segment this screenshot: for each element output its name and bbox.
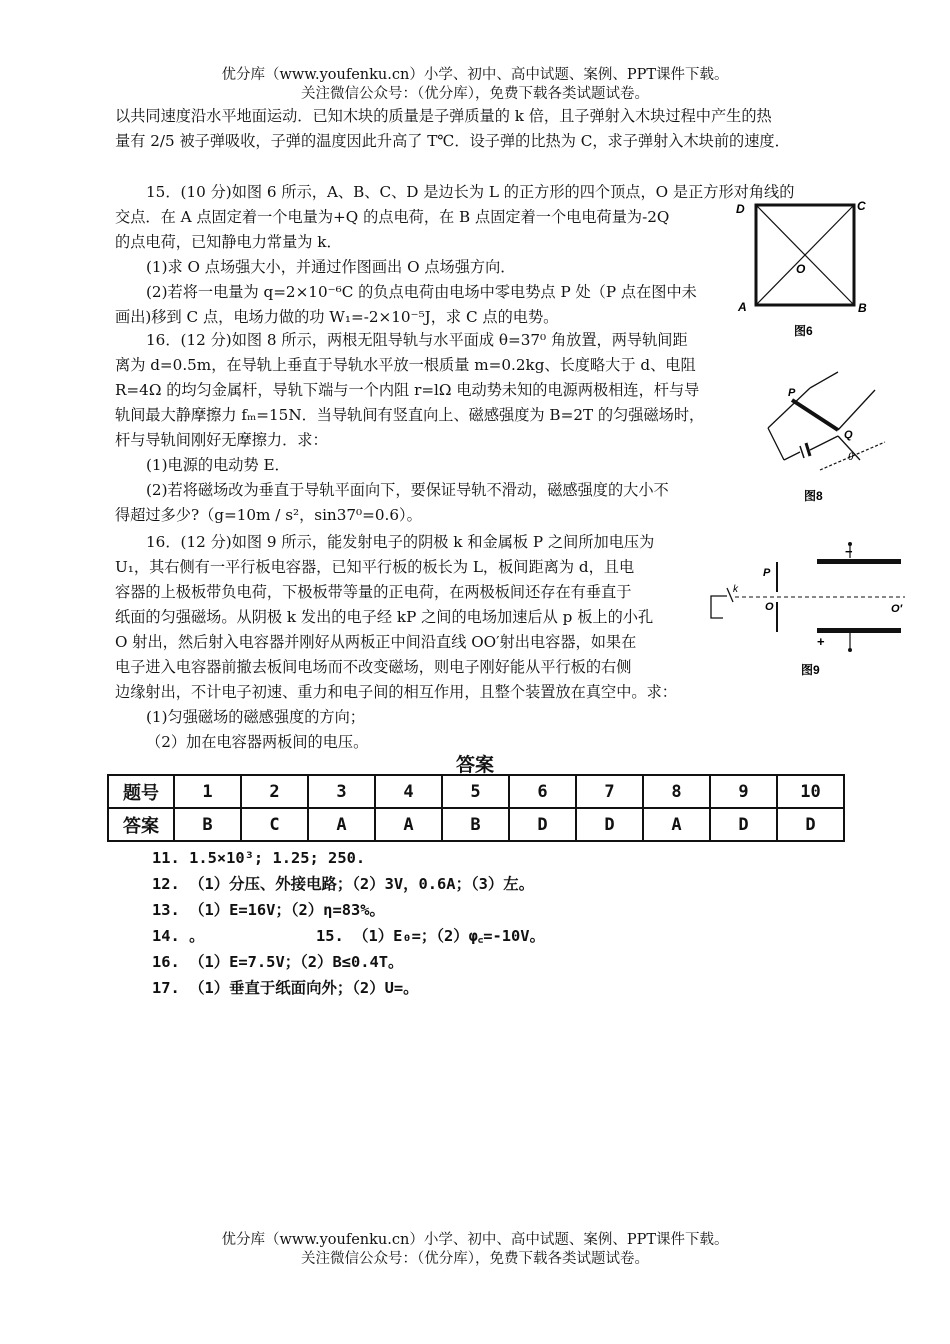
q17-line: (1)匀强磁场的磁感强度的方向；: [146, 708, 365, 726]
cell-number: 9: [710, 775, 777, 808]
lower-plate: [817, 628, 901, 633]
row-label: 答案: [108, 808, 174, 841]
answer-table: [107, 774, 845, 842]
q16-line: 得超过多少?（g=10m / s²，sin37⁰=0.6）。: [115, 506, 422, 524]
plus-sign: +: [817, 634, 825, 649]
q17-line: 容器的上极板带负电荷，下极板带等量的正电荷，在两极板间还存在有垂直于: [115, 583, 632, 601]
cell-number: 7: [576, 775, 643, 808]
answer-line: 11. 1.5×10³; 1.25; 250.: [152, 849, 366, 867]
cell-choice: C: [241, 808, 308, 841]
label-k: k: [733, 584, 738, 595]
battery: [800, 446, 804, 458]
terminal: [848, 648, 852, 652]
label-d: D: [736, 202, 745, 216]
header-line-2: 关注微信公众号：（优分库），免费下载各类试题试卷。: [301, 86, 649, 102]
footer-line-1: 优分库（www.youfenku.cn）小学、初中、高中试题、案例、PPT课件下载。: [221, 1232, 729, 1248]
wire: [784, 452, 800, 460]
wire: [810, 436, 838, 450]
q16-line: 轨间最大静摩擦力 fₘ=15N．当导轨间有竖直向上、磁感强度为 B=2T 的匀强磁场时，: [115, 406, 705, 424]
answer-line: 15. （1）E₀=；（2）φ꜀=-10V。: [316, 927, 545, 945]
answer-line: 17. （1）垂直于纸面向外；（2）U=。: [152, 979, 419, 997]
label-o: O: [796, 262, 806, 276]
q15-line: (1)求 O 点场强大小，并通过作图画出 O 点场强方向．: [146, 258, 516, 276]
q17-line: 电子进入电容器前撤去板间电场而不改变磁场，则电子刚好能从平行板的右侧: [115, 658, 632, 676]
rail: [810, 372, 838, 388]
q17-line: 纸面的匀强磁场。从阴极 k 发出的电子经 kP 之间的电场加速后从 p 板上的小孔: [115, 608, 654, 626]
label-b: B: [858, 301, 867, 315]
label-q: Q: [844, 429, 853, 441]
table-row: [108, 775, 844, 808]
answer-line: 14. 。: [152, 927, 205, 945]
caption: 图9: [801, 663, 820, 677]
minus-sign: −: [845, 544, 853, 559]
q15-line: 15．(10 分)如图 6 所示，A、B、C、D 是边长为 L 的正方形的四个顶点，O 是正方形对角线的: [146, 183, 795, 201]
cell-number: 10: [777, 775, 844, 808]
cell-choice: A: [308, 808, 375, 841]
cell-number: 8: [643, 775, 710, 808]
q16-line: (1)电源的电动势 E．: [146, 456, 290, 474]
q17-line: O 射出，然后射入电容器并刚好从两板正中间沿直线 OO′射出电容器，如果在: [115, 633, 637, 651]
q16-line: (2)若将磁场改为垂直于导轨平面向下，要保证导轨不滑动，磁感强度的大小不: [146, 481, 669, 499]
cell-choice: D: [710, 808, 777, 841]
label-p: P: [788, 387, 796, 399]
answer-line: 16. （1）E=7.5V；（2）B≤0.4T。: [152, 953, 404, 971]
q16-line: 离为 d=0.5m，在导轨上垂直于导轨水平放一根质量 m=0.2kg、长度略大于 d、电阻: [115, 356, 696, 374]
cell-number: 4: [375, 775, 442, 808]
q16-line: R=4Ω 的均匀金属杆，导轨下端与一个内阻 r=lΩ 电动势未知的电源两极相连，杆与导: [115, 381, 700, 399]
label-c: C: [857, 199, 866, 213]
text-line: 量有 2/5 被子弹吸收，子弹的温度因此升高了 T℃．设子弹的比热为 C，求子弹射入木块前的速度．: [115, 132, 790, 150]
label-p: P: [763, 567, 771, 579]
upper-plate: [817, 559, 901, 564]
cell-choice: A: [375, 808, 442, 841]
q15-line: 画出)移到 C 点，电场力做的功 W₁=-2×10⁻⁵J，求 C 点的电势。: [115, 308, 559, 326]
wire: [768, 428, 784, 460]
label-o: O: [765, 601, 774, 613]
cell-choice: B: [174, 808, 241, 841]
table-row: [108, 808, 844, 841]
cell-choice: B: [442, 808, 509, 841]
battery: [806, 443, 810, 456]
label-o-prime: O′: [891, 603, 903, 615]
answer-line: 13. （1）E=16V；（2）η=83%。: [152, 901, 385, 919]
header-line-1: 优分库（www.youfenku.cn）小学、初中、高中试题、案例、PPT课件下载。: [221, 67, 729, 83]
cell-choice: D: [576, 808, 643, 841]
footer-line-2: 关注微信公众号：（优分库），免费下载各类试题试卷。: [301, 1251, 649, 1267]
figure-9: [705, 540, 910, 680]
q17-line: 边缘射出，不计电子初速、重力和电子间的相互作用，且整个装置放在真空中。求：: [115, 683, 677, 701]
row-label: 题号: [108, 775, 174, 808]
cell-number: 5: [442, 775, 509, 808]
cell-number: 1: [174, 775, 241, 808]
cell-choice: D: [777, 808, 844, 841]
cathode-circuit: [711, 596, 727, 618]
caption: 图6: [794, 324, 813, 338]
cell-number: 3: [308, 775, 375, 808]
cell-choice: D: [509, 808, 576, 841]
q17-line: （2）加在电容器两板间的电压。: [146, 733, 369, 751]
label-a: A: [738, 300, 747, 314]
text-line: 以共同速度沿水平地面运动．已知木块的质量是子弹质量的 k 倍，且子弹射入木块过程中产生的热: [115, 107, 772, 125]
q15-line: 交点．在 A 点固定着一个电量为+Q 的点电荷，在 B 点固定着一个电电荷量为-2Q: [115, 208, 670, 226]
q17-line: 16．(12 分)如图 9 所示，能发射电子的阴极 k 和金属板 P 之间所加电压为: [146, 533, 655, 551]
q15-line: (2)若将一电量为 q=2×10⁻⁶C 的负点电荷由电场中零电势点 P 处（P 点在图中未: [146, 283, 697, 301]
answer-line: 12. （1）分压、外接电路；（2）3V，0.6A；（3）左。: [152, 875, 535, 893]
label-theta: θ: [848, 452, 854, 463]
figure-8: [760, 370, 890, 505]
q15-line: 的点电荷，已知静电力常量为 k．: [115, 233, 342, 251]
cell-choice: A: [643, 808, 710, 841]
q16-line: 杆与导轨间刚好无摩擦力．求：: [115, 431, 328, 449]
q16-line: 16．(12 分)如图 8 所示，两根无阻导轨与水平面成 θ=37⁰ 角放置，两导轨间距: [146, 331, 688, 349]
answers-title: 答案: [455, 754, 494, 776]
rail: [838, 390, 875, 430]
cell-number: 2: [241, 775, 308, 808]
metal-rod: [792, 400, 838, 430]
figure-6: [732, 195, 872, 340]
cell-number: 6: [509, 775, 576, 808]
caption: 图8: [804, 489, 823, 503]
q17-line: U₁，其右侧有一平行板电容器，已知平行板的板长为 L，板间距离为 d，且电: [115, 558, 635, 576]
